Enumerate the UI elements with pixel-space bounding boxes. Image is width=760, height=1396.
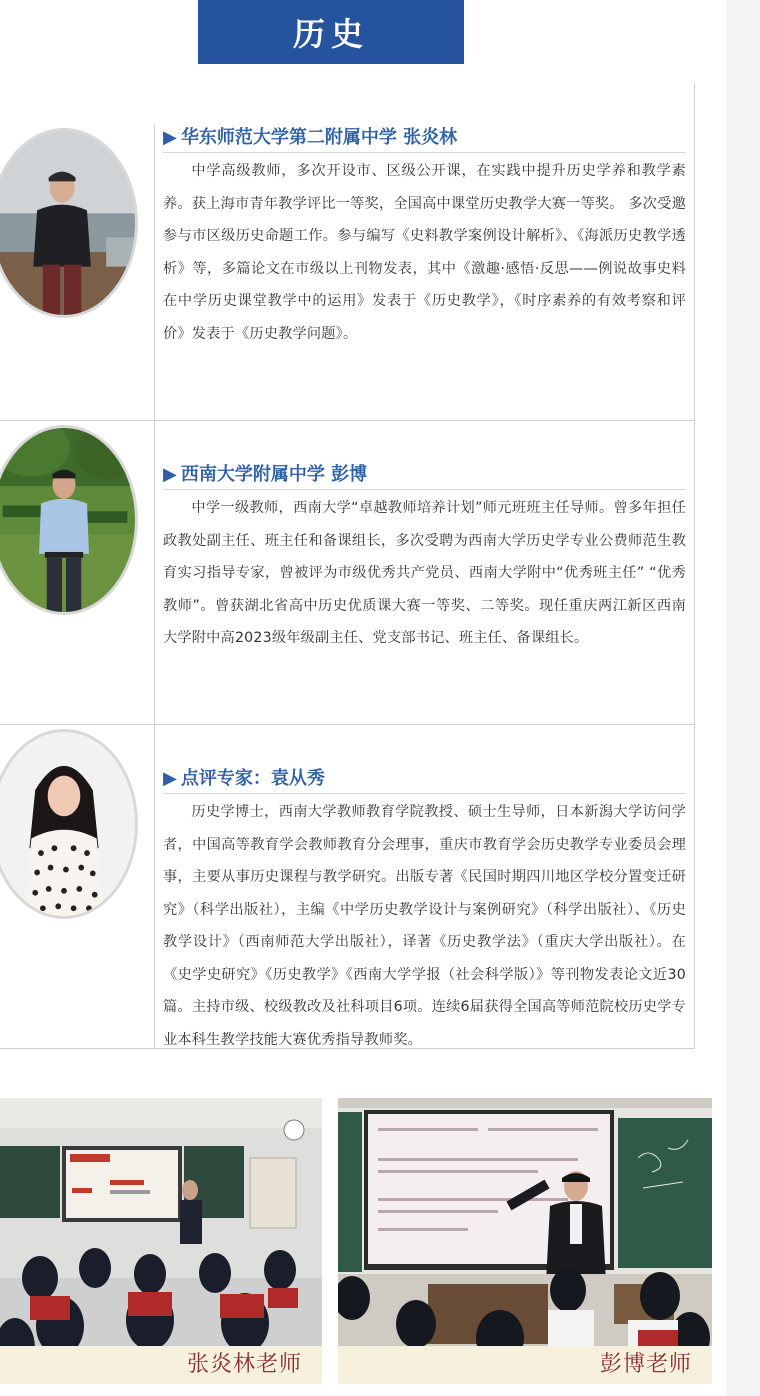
teacher-photo-cell: [0, 124, 155, 420]
teacher-portrait-image: [0, 128, 138, 318]
teacher-name: 点评专家：袁从秀: [180, 768, 325, 789]
teacher-text-cell: [155, 765, 694, 1056]
scrollbar-gutter: [726, 0, 760, 1396]
triangle-marker-icon: ▶: [163, 768, 177, 789]
class-photo-caption: 彭博老师: [338, 1346, 712, 1384]
teacher-bio-text: 历史学博士，西南大学教师教育学院教授、硕士生导师，日本新潟大学访问学者，中国高等教育学会教师教育分会理事，重庆市教育学会历史教学专业委员会理事，主要从事历史课程与教学研究。出版专著《民国时期四川地区学校分置变迁研究》（科学出版社），主编《中学历史教学设计与案例研究》（科学出版社）、《历史教学设计》（西南师范大学出版社），译著《历史教学法》（重庆大学出版社）。在《史学史研究》《历史教学》《西南大学学报（社会科学版）》等刊物发表论文近30篇。主持市级、校级教改及社科项目6项。连续6届获得全国高等师范院校历史学专业本科生教学技能大赛优秀指导教师奖。: [163, 804, 686, 1048]
classroom-photo-image: [0, 1098, 322, 1384]
teacher-photo-cell: [0, 421, 155, 724]
triangle-marker-icon: ▶: [163, 464, 177, 485]
teacher-name-heading: [163, 765, 686, 794]
classroom-photo-image: [338, 1098, 712, 1384]
class-photos: [0, 1098, 712, 1384]
teacher-bio-text: 中学高级教师，多次开设市、区级公开课，在实践中提升历史学养和教学素养。获上海市青年教学评比一等奖，全国高中课堂历史教学大赛一等奖。 多次受邀参与市区级历史命题工作。参与编写《史料教学案例设计解析》、《海派历史教学透析》等，多篇论文在市级以上刊物发表，其中《激趣·感悟·反思——例说故事史料在中学历史课堂教学中的运用》发表于《历史教学》，《时序素养的有效考察和评价》发表于《历史教学问题》。: [163, 163, 686, 342]
teacher-bio-table: [0, 84, 695, 1049]
teacher-bio-text: 中学一级教师，西南大学“卓越教师培养计划”师元班班主任导师。曾多年担任政教处副主任、班主任和备课组长，多次受聘为西南大学历史学专业公费师范生教育实习指导专家，曾被评为市级优秀共产党员、西南大学附中“优秀班主任” “优秀教师”。曾获湖北省高中历史优质课大赛一等奖、二等奖。现任重庆两江新区西南大学附中高2023级年级副主任、党支部书记、班主任、备课组长。: [163, 500, 686, 646]
class-photo-card: [0, 1098, 322, 1384]
teacher-portrait-image: [0, 729, 138, 919]
teacher-portrait-image: [0, 425, 138, 615]
teacher-name-heading: [163, 461, 686, 490]
section-title: 历史: [292, 15, 369, 53]
teacher-text-cell: [155, 461, 694, 655]
teacher-text-cell: [155, 124, 694, 350]
teacher-name: 华东师范大学第二附属中学 张炎林: [180, 127, 458, 148]
teacher-name-heading: [163, 124, 686, 153]
teacher-photo-cell: [0, 725, 155, 1048]
class-photo-card: [338, 1098, 712, 1384]
class-photo-caption: 张炎林老师: [0, 1346, 322, 1384]
teacher-row: [0, 124, 694, 420]
triangle-marker-icon: ▶: [163, 127, 177, 148]
teacher-name: 西南大学附属中学 彭博: [180, 464, 368, 485]
section-title-banner: [198, 0, 464, 64]
teacher-row: [0, 724, 694, 1048]
teacher-row: [0, 420, 694, 724]
